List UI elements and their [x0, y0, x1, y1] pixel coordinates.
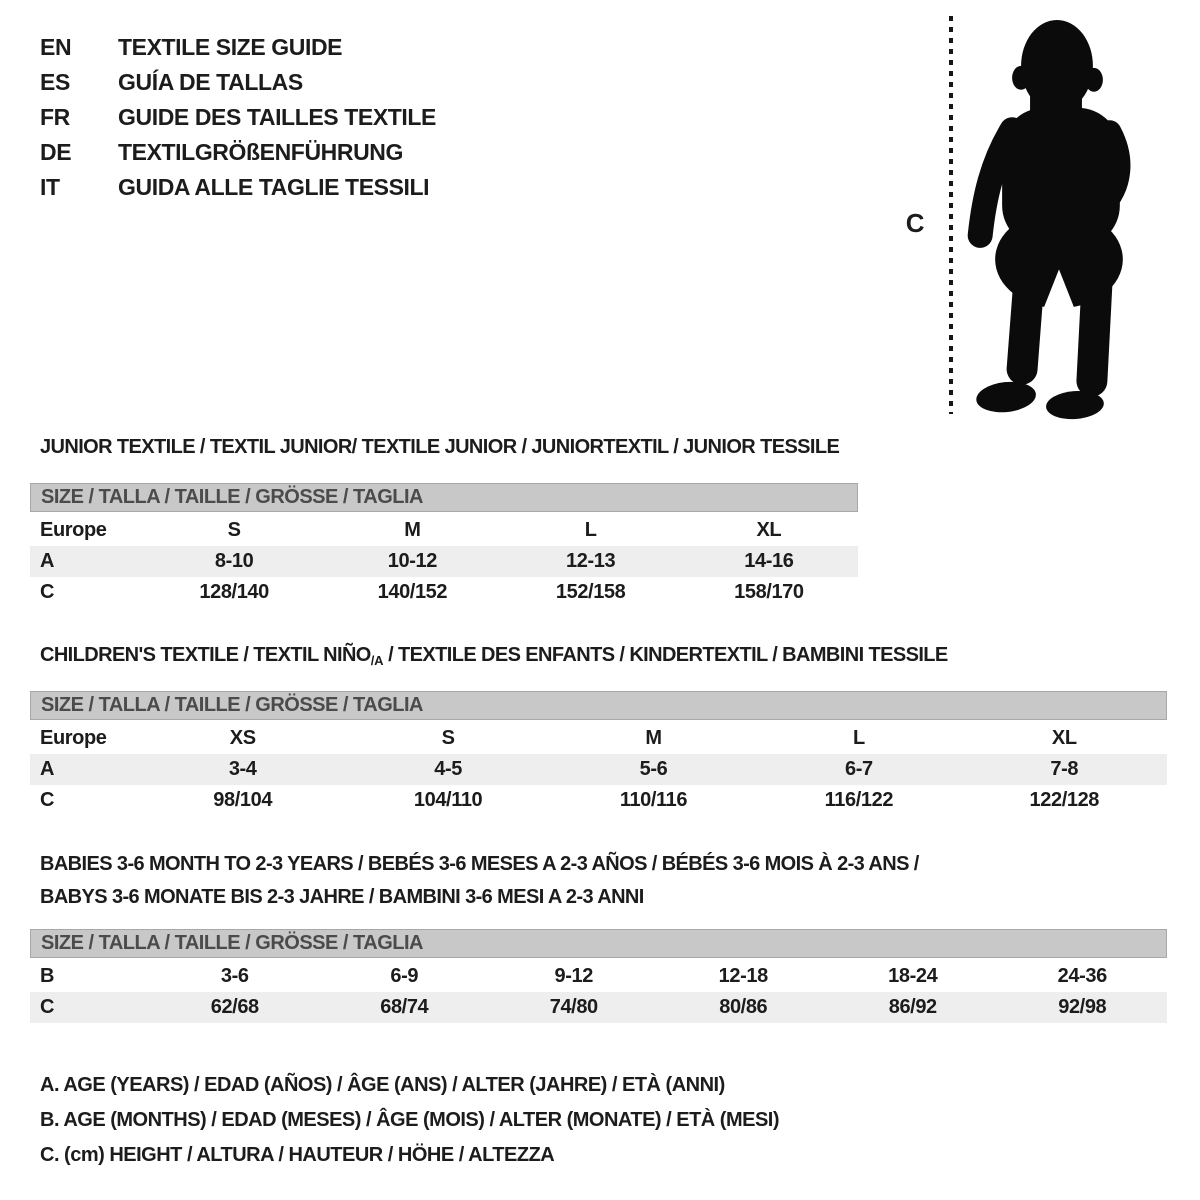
size-cell: 98/104: [213, 789, 273, 811]
size-cell: XS: [229, 727, 256, 749]
language-code: FR: [40, 104, 70, 130]
language-list: [40, 30, 436, 205]
row-label: A: [40, 550, 55, 572]
row-label: C: [40, 789, 55, 811]
size-cell: S: [227, 519, 241, 541]
table-row: [30, 577, 858, 608]
language-title: TEXTILGRÖßENFÜHRUNG: [118, 139, 403, 165]
children-title-prefix: CHILDREN'S TEXTILE / TEXTIL NIÑO: [40, 644, 371, 666]
row-label: C: [40, 996, 55, 1018]
size-cell: 10-12: [387, 550, 437, 572]
size-cell: 116/122: [824, 789, 894, 811]
height-measure-label: C: [905, 208, 925, 238]
size-cell: 158/170: [734, 581, 804, 603]
language-title: GUÍA DE TALLAS: [118, 69, 303, 95]
size-cell: 24-36: [1057, 965, 1107, 987]
size-cell: M: [404, 519, 421, 541]
size-cell: 104/110: [413, 789, 483, 811]
size-cell: 18-24: [888, 965, 938, 987]
size-cell: 80/86: [719, 996, 768, 1018]
size-cell: 74/80: [549, 996, 598, 1018]
table-row: [30, 785, 1167, 816]
language-row-it: [40, 170, 436, 205]
size-cell: 68/74: [380, 996, 429, 1018]
table-row: [30, 546, 858, 577]
size-cell: L: [584, 519, 597, 541]
language-title: TEXTILE SIZE GUIDE: [118, 34, 343, 60]
size-cell: 8-10: [214, 550, 254, 572]
size-cell: 6-7: [845, 758, 873, 780]
size-cell: XL: [1051, 727, 1077, 749]
legend-line-b: B. AGE (MONTHS) / EDAD (MESES) / ÂGE (MOIS) / ALTER (MONATE) / ETÀ (MESI): [40, 1109, 780, 1131]
size-cell: 86/92: [888, 996, 937, 1018]
size-cell: 7-8: [1050, 758, 1079, 780]
size-cell: 110/116: [619, 789, 688, 811]
size-cell: 62/68: [210, 996, 259, 1018]
size-cell: 4-5: [434, 758, 462, 780]
junior-section-title: JUNIOR TEXTILE / TEXTIL JUNIOR/ TEXTILE JUNIOR / JUNIORTEXTIL / JUNIOR TESSILE: [40, 436, 840, 458]
size-cell: 3-6: [220, 965, 249, 987]
row-label: C: [40, 581, 55, 603]
language-code: IT: [40, 174, 60, 200]
language-row-en: [40, 30, 436, 65]
size-header-bar: SIZE / TALLA / TAILLE / GRÖSSE / TAGLIA: [30, 691, 1167, 720]
babies-title-line1: BABIES 3-6 MONTH TO 2-3 YEARS / BEBÉS 3-6 MESES A 2-3 AÑOS / BÉBÉS 3-6 MOIS À 2-3 ANS /: [40, 853, 919, 875]
children-title-suffix: / TEXTILE DES ENFANTS / KINDERTEXTIL / BAMBINI TESSILE: [383, 644, 948, 666]
size-cell: 6-9: [390, 965, 419, 987]
size-cell: 14-16: [744, 550, 794, 572]
size-cell: 92/98: [1058, 996, 1107, 1018]
language-title: GUIDA ALLE TAGLIE TESSILI: [118, 174, 430, 200]
size-header-bar: SIZE / TALLA / TAILLE / GRÖSSE / TAGLIA: [30, 483, 858, 512]
size-cell: L: [852, 727, 865, 749]
size-cell: 9-12: [554, 965, 593, 987]
junior-size-table: [30, 483, 858, 608]
table-row: [30, 723, 1167, 754]
language-title: GUIDE DES TAILLES TEXTILE: [118, 104, 436, 130]
babies-section-title: [40, 848, 919, 914]
babies-title-line2: BABYS 3-6 MONATE BIS 2-3 JAHRE / BAMBINI 3-6 MESI A 2-3 ANNI: [40, 886, 644, 908]
language-code: ES: [40, 69, 70, 95]
legend-line-a: A. AGE (YEARS) / EDAD (AÑOS) / ÂGE (ANS) / ALTER (JAHRE) / ETÀ (ANNI): [40, 1074, 725, 1096]
language-code: EN: [40, 34, 72, 60]
row-label: Europe: [40, 519, 107, 541]
size-cell: 128/140: [199, 581, 269, 603]
size-cell: XL: [756, 519, 782, 541]
table-row: [30, 754, 1167, 785]
row-label: A: [40, 758, 55, 780]
size-cell: 122/128: [1029, 789, 1100, 811]
children-title-subscript: /A: [370, 653, 384, 668]
language-row-de: [40, 135, 436, 170]
children-section-title: [40, 644, 948, 668]
legend-line-c: C. (cm) HEIGHT / ALTURA / HAUTEUR / HÖHE / ALTEZZA: [40, 1144, 555, 1166]
size-cell: 12-18: [718, 965, 768, 987]
size-cell: 152/158: [555, 581, 626, 603]
measurement-legend: [40, 1068, 779, 1173]
size-header-bar: SIZE / TALLA / TAILLE / GRÖSSE / TAGLIA: [30, 929, 1167, 958]
language-code: DE: [40, 139, 72, 165]
size-cell: 140/152: [377, 581, 448, 603]
size-cell: 5-6: [639, 758, 668, 780]
toddler-silhouette-icon: [960, 8, 1145, 422]
size-cell: 12-13: [566, 550, 616, 572]
size-cell: 3-4: [228, 758, 257, 780]
row-label: Europe: [40, 727, 107, 749]
size-cell: M: [645, 727, 662, 749]
size-cell: S: [441, 727, 455, 749]
language-row-es: [40, 65, 436, 100]
row-label: B: [40, 965, 55, 987]
language-row-fr: [40, 100, 436, 135]
table-row: [30, 961, 1167, 992]
table-row: [30, 515, 858, 546]
children-size-table: [30, 691, 1167, 816]
table-row: [30, 992, 1167, 1023]
height-measure-dashed-line: [949, 16, 953, 414]
babies-size-table: [30, 929, 1167, 1023]
